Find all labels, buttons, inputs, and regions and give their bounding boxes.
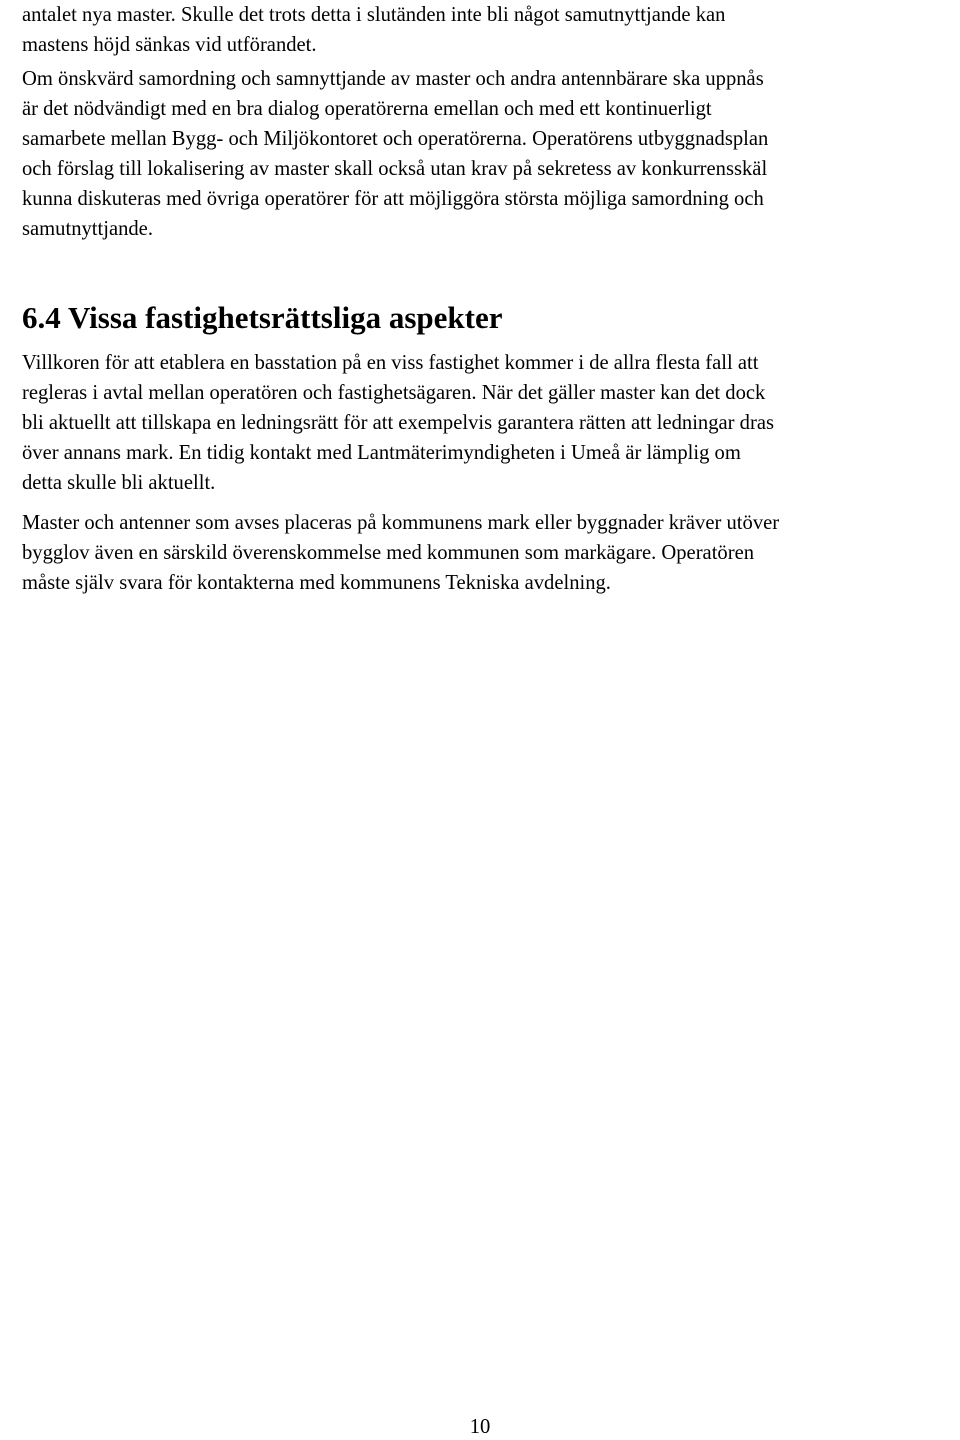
text-line: bygglov även en särskild överenskommelse med kommunen som markägare. Operatören — [22, 542, 755, 564]
property-rights-paragraph — [22, 348, 774, 498]
text-line: regleras i avtal mellan operatören och fastighetsägaren. När det gäller master kan det dock — [22, 382, 766, 404]
text-line: detta skulle bli aktuellt. — [22, 472, 216, 494]
text-line: Om önskvärd samordning och samnyttjande av master och andra antennbärare ska uppnås — [22, 68, 764, 90]
text-line: antalet nya master. Skulle det trots detta i slutänden inte bli något samutnyttjande kan — [22, 4, 726, 26]
text-line: över annans mark. En tidig kontakt med Lantmäterimyndigheten i Umeå är lämplig om — [22, 442, 741, 464]
text-line: mastens höjd sänkas vid utförandet. — [22, 34, 317, 56]
text-line: är det nödvändigt med en bra dialog operatörerna emellan och med ett kontinuerligt — [22, 98, 712, 120]
text-line: samutnyttjande. — [22, 218, 153, 240]
text-line: Villkoren för att etablera en basstation på en viss fastighet kommer i de allra flesta fall att — [22, 352, 759, 374]
text-line: samarbete mellan Bygg- och Miljökontoret och operatörerna. Operatörens utbyggnadsplan — [22, 128, 769, 150]
section-heading: 6.4 Vissa fastighetsrättsliga aspekter — [22, 300, 503, 335]
text-line: bli aktuellt att tillskapa en ledningsrätt för att exempelvis garantera rätten att ledningar dras — [22, 412, 774, 434]
page-number: 10 — [469, 1416, 491, 1438]
text-line: måste själv svara för kontakterna med kommunens Tekniska avdelning. — [22, 572, 611, 594]
coordination-paragraph — [22, 64, 768, 244]
text-line: kunna diskuteras med övriga operatörer för att möjliggöra största möjliga samordning och — [22, 188, 764, 210]
text-line: Master och antenner som avses placeras på kommunens mark eller byggnader kräver utöver — [22, 512, 780, 534]
intro-continuation-paragraph — [22, 0, 725, 60]
municipal-land-paragraph — [22, 508, 779, 598]
text-line: och förslag till lokalisering av master skall också utan krav på sekretess av konkurrensskäl — [22, 158, 768, 180]
